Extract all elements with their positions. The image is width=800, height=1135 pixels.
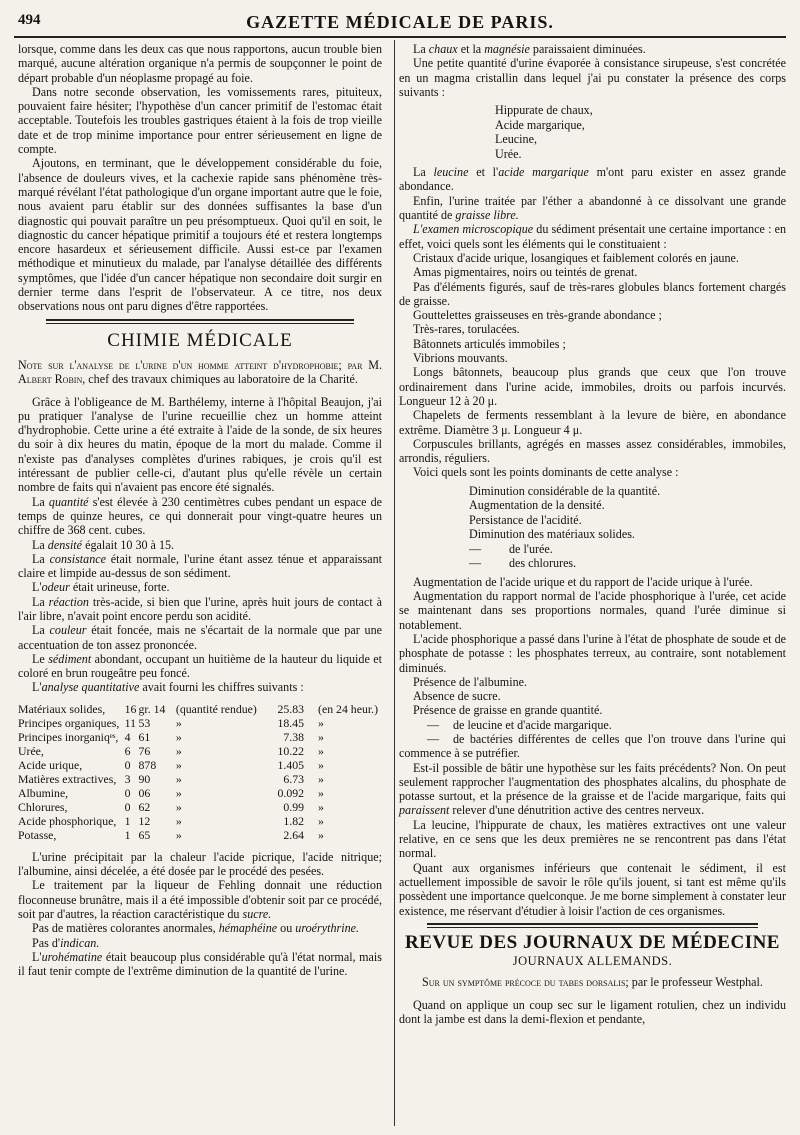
table-cell: »	[175, 785, 182, 800]
list-item: Urée.	[495, 146, 522, 161]
table-cell: 1.82	[283, 813, 305, 828]
left-column	[18, 42, 382, 978]
table-cell: 18.45	[277, 715, 305, 730]
table-cell: »	[318, 771, 324, 786]
table-cell: Albumine,	[18, 785, 69, 800]
points-list	[469, 484, 786, 571]
paragraph: Une petite quantité d'urine évaporée à consistance sirupeuse, s'est concrétée en un magma cristallin dans lequel j'ai pu constater la présence des corps suivants :	[399, 56, 786, 99]
table-cell: Acide phosphorique,	[18, 813, 117, 828]
right-column	[399, 42, 786, 1026]
table-row	[18, 800, 378, 814]
table-cell: 6.73	[283, 771, 305, 786]
table-cell: 0.99	[283, 799, 305, 814]
table-cell: 1	[124, 827, 131, 842]
table-cell: 1.405	[277, 757, 305, 772]
paragraph: Quand on applique un coup sec sur le ligament rotulien, chez un individu dont la jambe est dans la demi-flexion et pendante,	[399, 997, 786, 1027]
list-item: Augmentation de la densité.	[469, 498, 605, 513]
table-cell: »	[318, 827, 324, 842]
list-item: Leucine,	[495, 132, 537, 147]
paragraph: Augmentation du rapport normal de l'acide phosphorique à l'urée, cet acide se maintenant dans ses proportions normales, quand l'urée diminue si notablement.	[399, 589, 786, 632]
table-cell: »	[175, 771, 182, 786]
element-item: Pas d'éléments figurés, sauf de très-rares globules blancs fortement chargés de graisse.	[399, 279, 786, 308]
paragraph-sediment: Le sédiment abondant, occupant un huitième de la hauteur du liquide et coloré en brun rougeâtre peu foncé.	[18, 651, 383, 681]
paragraph-microscopique: L'examen microscopique du sédiment présentait une certaine importance : en effet, voici quels sont les éléments qui le constituaient :	[399, 222, 786, 251]
table-cell: (en 24 heur.)	[318, 701, 378, 716]
table-cell: 0	[124, 799, 131, 814]
table-row	[18, 786, 378, 800]
paragraph-urohematine: L'urohématine était beaucoup plus considérable qu'à l'état normal, mais il faut tenir compte de l'extrême diminution de la quantité de l'urine.	[18, 949, 382, 979]
element-item: Amas pigmentaires, noirs ou teintés de grenat.	[413, 265, 638, 280]
table-cell: 06	[138, 785, 151, 800]
table-row	[18, 744, 378, 758]
table-cell: 16	[124, 701, 137, 716]
table-cell: 65	[138, 827, 151, 842]
paragraph: Augmentation de l'acide urique et du rapport de l'acide urique à l'urée.	[413, 574, 753, 589]
table-cell: 62	[138, 799, 151, 814]
section-title-revue: REVUE DES JOURNAUX DE MÉDECINE	[405, 931, 780, 953]
table-cell: »	[318, 785, 324, 800]
paragraph: — de bactéries différentes de celles que l'on trouve dans l'urine qui commence à se putréfier.	[399, 731, 786, 761]
journal-title: GAZETTE MÉDICALE DE PARIS.	[246, 12, 554, 32]
element-item: Cristaux d'acide urique, losangiques et faiblement colorés en jaune.	[413, 250, 739, 265]
table-cell: 0.092	[277, 785, 305, 800]
note-heading: Note sur l'analyse de l'urine d'un homme atteint d'hydrophobie; par M. Albert Robin, chef des travaux chimiques au laboratoire de la Charité.	[18, 357, 382, 387]
table-cell: 0	[124, 757, 131, 772]
paragraph: lorsque, comme dans les deux cas que nous rapportons, aucun trouble bien marqué, aucune altération organique n'a permis de soupçonner le point de départ probable d'un néoplasme propagé au foie.	[18, 42, 382, 85]
subsection-title: JOURNAUX ALLEMANDS.	[512, 954, 673, 969]
table-cell: »	[175, 715, 182, 730]
table-cell: (quantité rendue)	[175, 701, 257, 716]
paragraph-ether: Enfin, l'urine traitée par l'éther a abandonné à ce dissolvant une grande quantité de graisse libre.	[399, 193, 786, 223]
table-cell: 4	[124, 729, 131, 744]
table-cell: »	[175, 813, 182, 828]
analysis-table	[18, 702, 378, 842]
element-item: Corpuscules brillants, agrégés en masses assez considérables, immobiles, arrondis, réguliers.	[399, 436, 786, 466]
table-cell: »	[318, 799, 324, 814]
paragraph: Grâce à l'obligeance de M. Barthélemy, interne à l'hôpital Beaujon, j'ai pu pratiquer l'analyse de l'urine recueillie chez un homme atteint d'hydrophobie. Cette urine a été extraite à l'aide de la sonde, de six heures du soir à dix heures du matin, époque de la mort du malade. Comme il n'existe pas d'analyses complètes d'urines rabiques, je crois qu'il est intéressant de publier celle-ci, d'autant plus qu'elle révèle un certain nombre de faits qui n'avaient pas encore été signalés.	[18, 394, 382, 495]
element-item: Chapelets de ferments ressemblant à la levure de bière, en abondance extrême. Diamètre 3 μ. Longueur 4 μ.	[399, 408, 786, 437]
element-item: Vibrions mouvants.	[413, 351, 508, 366]
table-row	[18, 814, 378, 828]
table-row	[18, 730, 378, 744]
paragraph: La leucine, l'hippurate de chaux, les matières extractives ont une valeur relative, en ce sens que les deux premières ne se rencontrent pas dans l'état normal.	[399, 817, 786, 861]
table-cell: Chlorures,	[18, 799, 68, 814]
paragraph-colorantes: Pas de matières colorantes anormales, hémaphéine ou uroérythrine.	[32, 921, 360, 936]
paragraph: Dans notre seconde observation, les vomissements rares, pituiteux, pouvaient faire hésiter; l'hypothèse d'un cancer primitif de l'estomac était acceptable. Toutefois les troubles gastriques étaient à la fois de trop vieille date et de trop minime importance pour entrer sérieusement en ligne de compte.	[18, 84, 382, 157]
table-cell: »	[318, 715, 324, 730]
table-cell: Principes inorganiqᵉˢ,	[18, 729, 119, 744]
table-cell: Potasse,	[18, 827, 57, 842]
table-cell: Matières extractives,	[18, 771, 117, 786]
table-row	[18, 772, 378, 786]
page-number: 494	[18, 12, 41, 28]
element-item: Gouttelettes graisseuses en très-grande abondance ;	[413, 308, 662, 323]
table-cell: »	[318, 813, 324, 828]
table-cell: 11	[124, 715, 137, 730]
table-cell: 0	[124, 785, 131, 800]
table-row	[18, 702, 378, 716]
paragraph: Quant aux organismes inférieurs que contenait le sédiment, il est actuellement impossible de savoir le rôle qu'ils jouent, si tant est même qu'ils possèdent une importance quelconque. Je me borne simplement à constater leur existence, me réservant d'étudier à loisir l'action de ces organismes.	[399, 860, 786, 918]
table-cell: »	[318, 743, 324, 758]
paragraph-quantite: La quantité s'est élevée à 230 centimètres cubes pendant un espace de temps de quinze heures, ce qui donnerait pour vingt-quatre heures un chiffre de 368 cent. cubes.	[18, 494, 382, 538]
paragraph-consistance: La consistance était normale, l'urine étant assez ténue et apparaissant claire et limpide au-dessus de son sédiment.	[18, 551, 382, 581]
corps-list	[495, 103, 786, 161]
table-row	[18, 828, 378, 842]
table-cell: Acide urique,	[18, 757, 83, 772]
table-cell: 76	[138, 743, 151, 758]
list-item: Diminution considérable de la quantité.	[469, 483, 661, 498]
column-divider	[394, 40, 395, 1126]
table-cell: »	[175, 757, 182, 772]
section-rule	[46, 319, 354, 324]
paragraph: L'urine précipitait par la chaleur l'acide picrique, l'acide nitrique; l'albumine, ainsi décelée, a été dosée par le procédé des pesées.	[18, 849, 382, 879]
table-cell: Urée,	[18, 743, 44, 758]
table-cell: »	[318, 757, 324, 772]
paragraph-reaction: La réaction très-acide, si bien que l'urine, après huit jours de contact à l'air libre, n'avait point encore perdu son acidité.	[18, 594, 382, 623]
element-item: Bâtonnets articulés immobiles ;	[413, 336, 566, 351]
table-cell: 878	[138, 757, 157, 772]
table-cell: 7.38	[283, 729, 305, 744]
element-item: Longs bâtonnets, beaucoup plus grands que ceux que l'on trouve ordinairement dans l'urine acide, immobiles, droits ou parfois incurvés. Longueur 12 à 20 μ.	[399, 365, 786, 408]
paragraph: — de leucine et d'acide margarique.	[427, 717, 612, 732]
paragraph-analyse: L'analyse quantitative avait fourni les chiffres suivants :	[32, 680, 304, 695]
table-cell: Matériaux solides,	[18, 701, 106, 716]
paragraph-couleur: La couleur était foncée, mais ne s'écartait de la normale que par une accentuation de ton assez prononcée.	[18, 623, 382, 652]
paragraph-hypothese: Est-il possible de bâtir une hypothèse sur les faits précédents? Non. On peut seulement rapprocher l'augmentation des phosphates alcalins, du phosphate de potasse surtout, et la présence de la graisse et de l'acide margarique, faits qui paraissent relever d'une dénutrition active des centres nerveux.	[399, 760, 786, 818]
header-rule	[14, 36, 786, 38]
list-item: — des chlorures.	[469, 556, 577, 571]
paragraph-fehling: Le traitement par la liqueur de Fehling donnait une réduction floconneuse brunâtre, mais il a été impossible d'obtenir soit par ce procédé, soit par d'autres, la réaction caractéristique du sucre.	[18, 878, 382, 921]
table-cell: 1	[124, 813, 131, 828]
table-cell: Principes organiques,	[18, 715, 120, 730]
list-item: Persistance de l'acidité.	[469, 512, 582, 527]
table-row	[18, 716, 378, 730]
paragraph: Présence de graisse en grande quantité.	[413, 703, 603, 718]
table-cell: »	[318, 729, 324, 744]
article-title: Sur un symptôme précoce du tabes dorsalis; par le professeur Westphal.	[422, 975, 763, 990]
table-cell: »	[175, 743, 182, 758]
table-cell: 53	[138, 715, 151, 730]
table-cell: »	[175, 827, 182, 842]
paragraph-leucine: La leucine et l'acide margarique m'ont paru exister en assez grande abondance.	[399, 165, 786, 194]
table-cell: gr. 14	[138, 701, 166, 716]
section-rule	[427, 923, 758, 928]
table-cell: 6	[124, 743, 131, 758]
table-cell: 10.22	[277, 743, 305, 758]
paragraph: Présence de l'albumine.	[413, 674, 528, 689]
list-item: Diminution des matériaux solides.	[469, 527, 635, 542]
table-row	[18, 758, 378, 772]
paragraph-chaux: La chaux et la magnésie paraissaient diminuées.	[413, 42, 646, 56]
table-cell: 2.64	[283, 827, 305, 842]
element-item: Très-rares, torulacées.	[413, 322, 520, 337]
table-cell: 25.83	[277, 701, 305, 716]
paragraph: L'acide phosphorique a passé dans l'urine à l'état de phosphate de soude et de phosphate de potasse : les phosphates terreux, au contraire, sont notablement diminués.	[399, 631, 786, 675]
page-header	[14, 8, 786, 32]
list-item: Acide margarique,	[495, 117, 585, 132]
list-item: Hippurate de chaux,	[495, 103, 593, 118]
table-cell: 12	[138, 813, 151, 828]
paragraph-odeur: L'odeur était urineuse, forte.	[32, 580, 170, 595]
paragraph: Absence de sucre.	[413, 689, 501, 704]
table-cell: »	[175, 729, 182, 744]
paragraph: Voici quels sont les points dominants de cette analyse :	[413, 465, 679, 480]
table-cell: 61	[138, 729, 151, 744]
section-title-chimie: CHIMIE MÉDICALE	[107, 329, 293, 351]
table-cell: 3	[124, 771, 131, 786]
table-cell: 90	[138, 771, 151, 786]
paragraph: Ajoutons, en terminant, que le développement considérable du foie, l'absence de douleurs vives, et la cachexie rapide sans phénomène très-marqué révélant l'état pathologique d'un organe important autre que le foie, nous avaient paru établir sur des données suffisantes la base d'un diagnostic qui pouvait paraître un peu présomptueux. Quoi qu'il en soit, le diagnostic du cancer hépatique primitif a toujours été et restera longtemps encore hasardeux et sérieusement difficile. Aussi est-ce par l'examen méthodique et minutieux du malade, par l'analyse détaillée des différents symptômes, que l'idée d'un cancer hépatique non secondaire doit surgir en dernier terme dans l'esprit de l'observateur. A ce titre, nos deux observations nous ont paru dignes d'être rapportées.	[18, 156, 382, 314]
paragraph-indican: Pas d'indican.	[32, 935, 100, 950]
paragraph-densite: La densité égalait 10 30 à 15.	[32, 537, 175, 552]
list-item: — de l'urée.	[469, 541, 553, 556]
table-cell: »	[175, 799, 182, 814]
